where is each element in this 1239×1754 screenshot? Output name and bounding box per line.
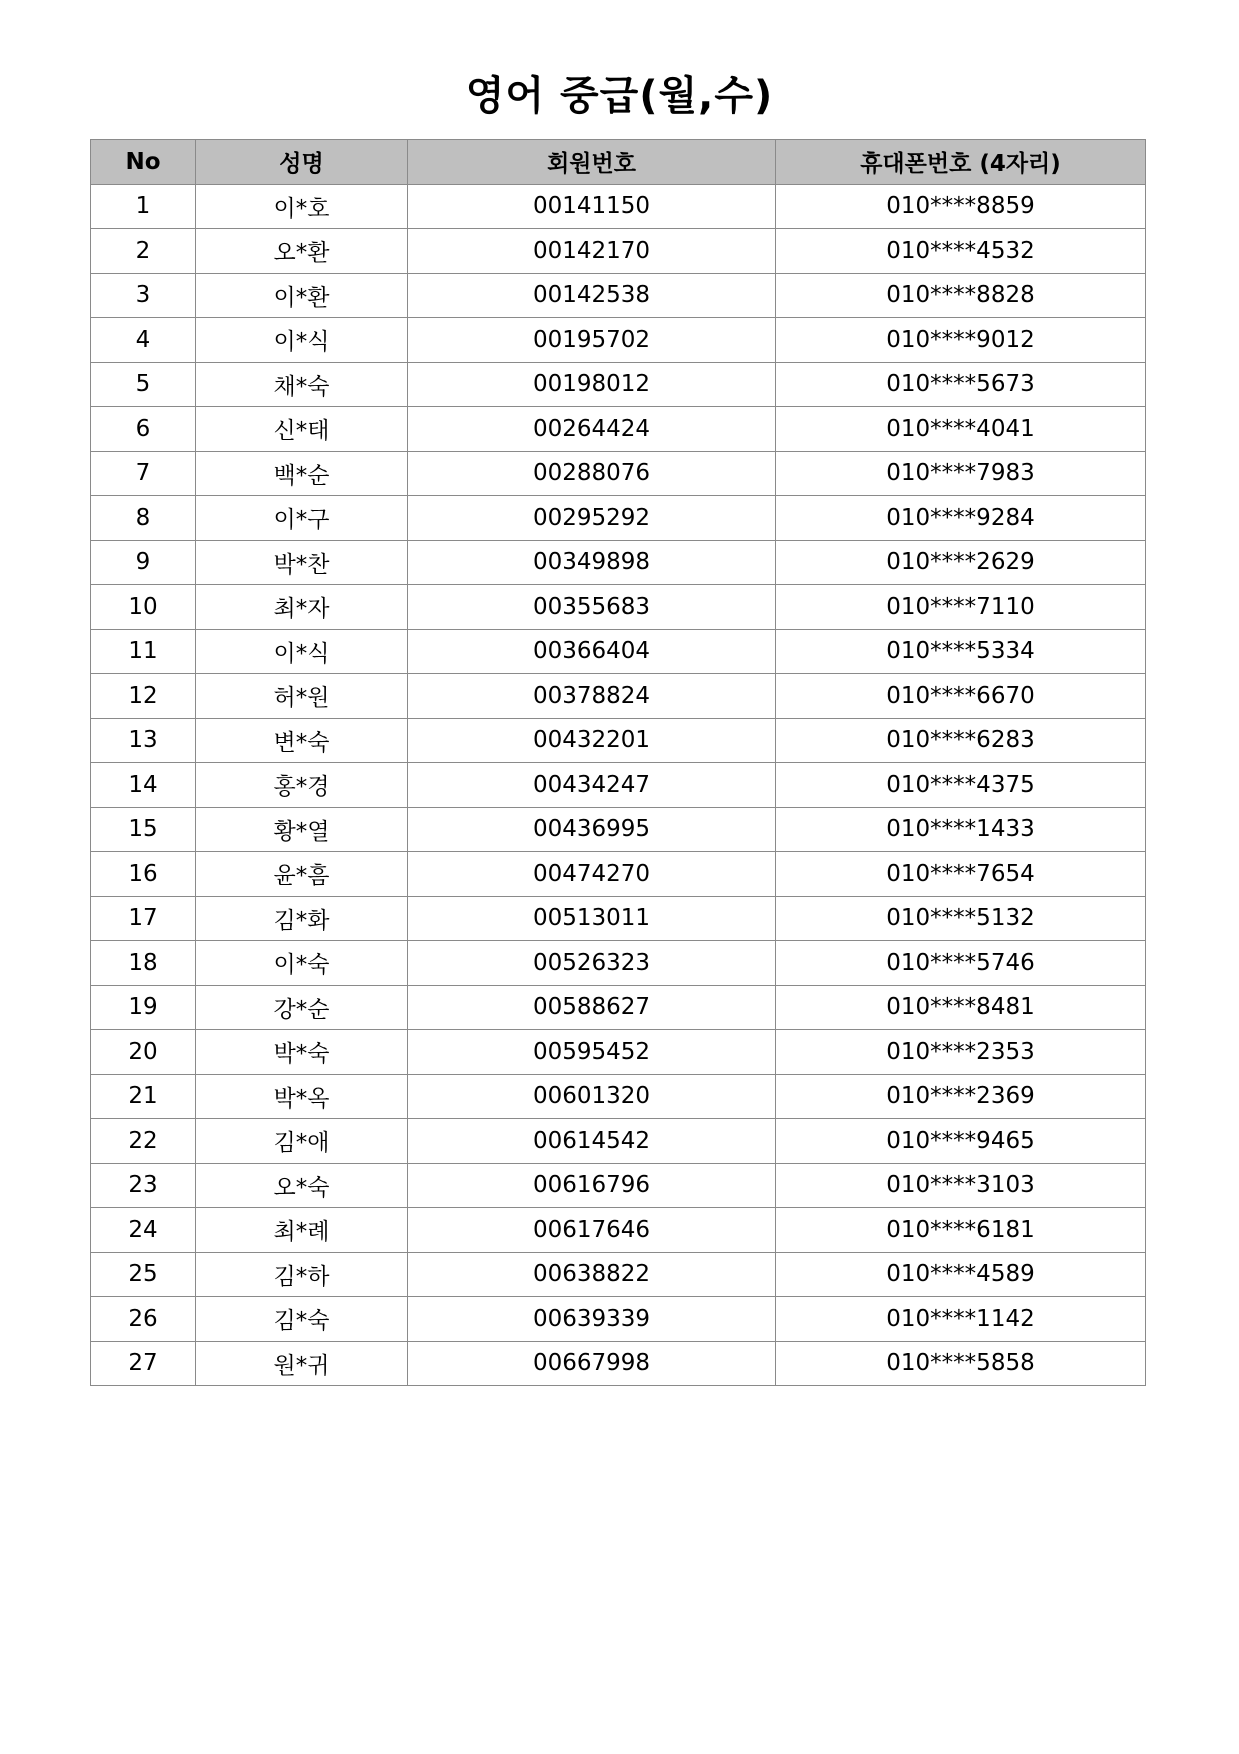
cell-phone-number: 010****2629 xyxy=(776,540,1146,585)
cell-no: 3 xyxy=(91,273,196,318)
table-row xyxy=(91,273,1146,318)
cell-member-number: 00513011 xyxy=(408,896,776,941)
cell-member-number: 00295292 xyxy=(408,496,776,541)
table-row xyxy=(91,718,1146,763)
cell-name: 오*환 xyxy=(196,229,408,274)
header-member-number: 회원번호 xyxy=(408,140,776,185)
table-row xyxy=(91,229,1146,274)
cell-no: 23 xyxy=(91,1163,196,1208)
cell-member-number: 00667998 xyxy=(408,1341,776,1386)
cell-no: 18 xyxy=(91,941,196,986)
cell-phone-number: 010****5858 xyxy=(776,1341,1146,1386)
cell-phone-number: 010****4589 xyxy=(776,1252,1146,1297)
cell-name: 김*하 xyxy=(196,1252,408,1297)
cell-phone-number: 010****5334 xyxy=(776,629,1146,674)
table-row xyxy=(91,985,1146,1030)
table-row xyxy=(91,896,1146,941)
table-row xyxy=(91,1074,1146,1119)
table-row xyxy=(91,1208,1146,1253)
cell-member-number: 00378824 xyxy=(408,674,776,719)
cell-member-number: 00349898 xyxy=(408,540,776,585)
cell-no: 27 xyxy=(91,1341,196,1386)
cell-name: 최*례 xyxy=(196,1208,408,1253)
cell-phone-number: 010****2353 xyxy=(776,1030,1146,1075)
cell-no: 25 xyxy=(91,1252,196,1297)
cell-name: 김*화 xyxy=(196,896,408,941)
table-row xyxy=(91,1341,1146,1386)
cell-name: 이*환 xyxy=(196,273,408,318)
cell-name: 원*귀 xyxy=(196,1341,408,1386)
table-row xyxy=(91,941,1146,986)
table-row xyxy=(91,674,1146,719)
cell-phone-number: 010****9465 xyxy=(776,1119,1146,1164)
cell-phone-number: 010****3103 xyxy=(776,1163,1146,1208)
table-row xyxy=(91,763,1146,808)
header-row xyxy=(91,140,1146,185)
cell-member-number: 00474270 xyxy=(408,852,776,897)
table-row xyxy=(91,407,1146,452)
cell-no: 13 xyxy=(91,718,196,763)
cell-name: 최*자 xyxy=(196,585,408,630)
cell-no: 26 xyxy=(91,1297,196,1342)
cell-member-number: 00288076 xyxy=(408,451,776,496)
header-no: No xyxy=(91,140,196,185)
cell-member-number: 00198012 xyxy=(408,362,776,407)
cell-member-number: 00355683 xyxy=(408,585,776,630)
cell-phone-number: 010****5673 xyxy=(776,362,1146,407)
cell-member-number: 00595452 xyxy=(408,1030,776,1075)
table-row xyxy=(91,184,1146,229)
cell-name: 채*숙 xyxy=(196,362,408,407)
cell-no: 7 xyxy=(91,451,196,496)
cell-phone-number: 010****5132 xyxy=(776,896,1146,941)
cell-name: 이*숙 xyxy=(196,941,408,986)
cell-no: 21 xyxy=(91,1074,196,1119)
cell-name: 오*숙 xyxy=(196,1163,408,1208)
cell-name: 이*호 xyxy=(196,184,408,229)
cell-member-number: 00195702 xyxy=(408,318,776,363)
table-header xyxy=(91,140,1146,185)
table-row xyxy=(91,807,1146,852)
cell-phone-number: 010****7654 xyxy=(776,852,1146,897)
cell-phone-number: 010****6670 xyxy=(776,674,1146,719)
cell-member-number: 00616796 xyxy=(408,1163,776,1208)
cell-member-number: 00366404 xyxy=(408,629,776,674)
cell-no: 15 xyxy=(91,807,196,852)
cell-name: 허*원 xyxy=(196,674,408,719)
cell-member-number: 00142538 xyxy=(408,273,776,318)
cell-name: 이*식 xyxy=(196,318,408,363)
cell-phone-number: 010****8828 xyxy=(776,273,1146,318)
cell-phone-number: 010****6283 xyxy=(776,718,1146,763)
cell-phone-number: 010****8859 xyxy=(776,184,1146,229)
cell-no: 14 xyxy=(91,763,196,808)
cell-no: 2 xyxy=(91,229,196,274)
cell-phone-number: 010****7983 xyxy=(776,451,1146,496)
cell-name: 이*구 xyxy=(196,496,408,541)
cell-name: 박*찬 xyxy=(196,540,408,585)
cell-name: 신*태 xyxy=(196,407,408,452)
header-name: 성명 xyxy=(196,140,408,185)
table-body xyxy=(91,184,1146,1386)
table-row xyxy=(91,1297,1146,1342)
cell-no: 16 xyxy=(91,852,196,897)
cell-no: 24 xyxy=(91,1208,196,1253)
cell-no: 12 xyxy=(91,674,196,719)
cell-phone-number: 010****1142 xyxy=(776,1297,1146,1342)
cell-member-number: 00638822 xyxy=(408,1252,776,1297)
cell-name: 이*식 xyxy=(196,629,408,674)
cell-member-number: 00617646 xyxy=(408,1208,776,1253)
cell-phone-number: 010****8481 xyxy=(776,985,1146,1030)
cell-member-number: 00434247 xyxy=(408,763,776,808)
cell-no: 20 xyxy=(91,1030,196,1075)
cell-no: 8 xyxy=(91,496,196,541)
cell-phone-number: 010****4532 xyxy=(776,229,1146,274)
cell-phone-number: 010****5746 xyxy=(776,941,1146,986)
cell-phone-number: 010****7110 xyxy=(776,585,1146,630)
cell-member-number: 00142170 xyxy=(408,229,776,274)
cell-no: 10 xyxy=(91,585,196,630)
cell-name: 박*옥 xyxy=(196,1074,408,1119)
cell-member-number: 00526323 xyxy=(408,941,776,986)
cell-name: 윤*흠 xyxy=(196,852,408,897)
table-row xyxy=(91,451,1146,496)
cell-name: 강*순 xyxy=(196,985,408,1030)
cell-no: 9 xyxy=(91,540,196,585)
cell-member-number: 00614542 xyxy=(408,1119,776,1164)
page-title: 영어 중급(월,수) xyxy=(465,73,774,119)
cell-name: 황*열 xyxy=(196,807,408,852)
table-row xyxy=(91,585,1146,630)
cell-name: 백*순 xyxy=(196,451,408,496)
table-row xyxy=(91,540,1146,585)
cell-member-number: 00436995 xyxy=(408,807,776,852)
cell-phone-number: 010****2369 xyxy=(776,1074,1146,1119)
header-phone-number: 휴대폰번호 (4자리) xyxy=(776,140,1146,185)
cell-member-number: 00432201 xyxy=(408,718,776,763)
table-row xyxy=(91,1163,1146,1208)
cell-member-number: 00639339 xyxy=(408,1297,776,1342)
table-row xyxy=(91,852,1146,897)
cell-member-number: 00588627 xyxy=(408,985,776,1030)
cell-member-number: 00141150 xyxy=(408,184,776,229)
cell-name: 변*숙 xyxy=(196,718,408,763)
cell-no: 17 xyxy=(91,896,196,941)
cell-phone-number: 010****6181 xyxy=(776,1208,1146,1253)
cell-phone-number: 010****9284 xyxy=(776,496,1146,541)
cell-name: 김*숙 xyxy=(196,1297,408,1342)
table-row xyxy=(91,496,1146,541)
cell-no: 6 xyxy=(91,407,196,452)
cell-name: 홍*경 xyxy=(196,763,408,808)
cell-name: 김*애 xyxy=(196,1119,408,1164)
cell-member-number: 00601320 xyxy=(408,1074,776,1119)
cell-no: 1 xyxy=(91,184,196,229)
table-row xyxy=(91,1252,1146,1297)
table-row xyxy=(91,1119,1146,1164)
cell-member-number: 00264424 xyxy=(408,407,776,452)
cell-name: 박*숙 xyxy=(196,1030,408,1075)
table-row xyxy=(91,362,1146,407)
table-row xyxy=(91,629,1146,674)
cell-no: 19 xyxy=(91,985,196,1030)
member-table xyxy=(90,139,1146,1386)
cell-no: 11 xyxy=(91,629,196,674)
cell-no: 22 xyxy=(91,1119,196,1164)
cell-phone-number: 010****9012 xyxy=(776,318,1146,363)
cell-phone-number: 010****4041 xyxy=(776,407,1146,452)
cell-phone-number: 010****4375 xyxy=(776,763,1146,808)
table-row xyxy=(91,318,1146,363)
cell-no: 4 xyxy=(91,318,196,363)
cell-phone-number: 010****1433 xyxy=(776,807,1146,852)
cell-no: 5 xyxy=(91,362,196,407)
table-row xyxy=(91,1030,1146,1075)
